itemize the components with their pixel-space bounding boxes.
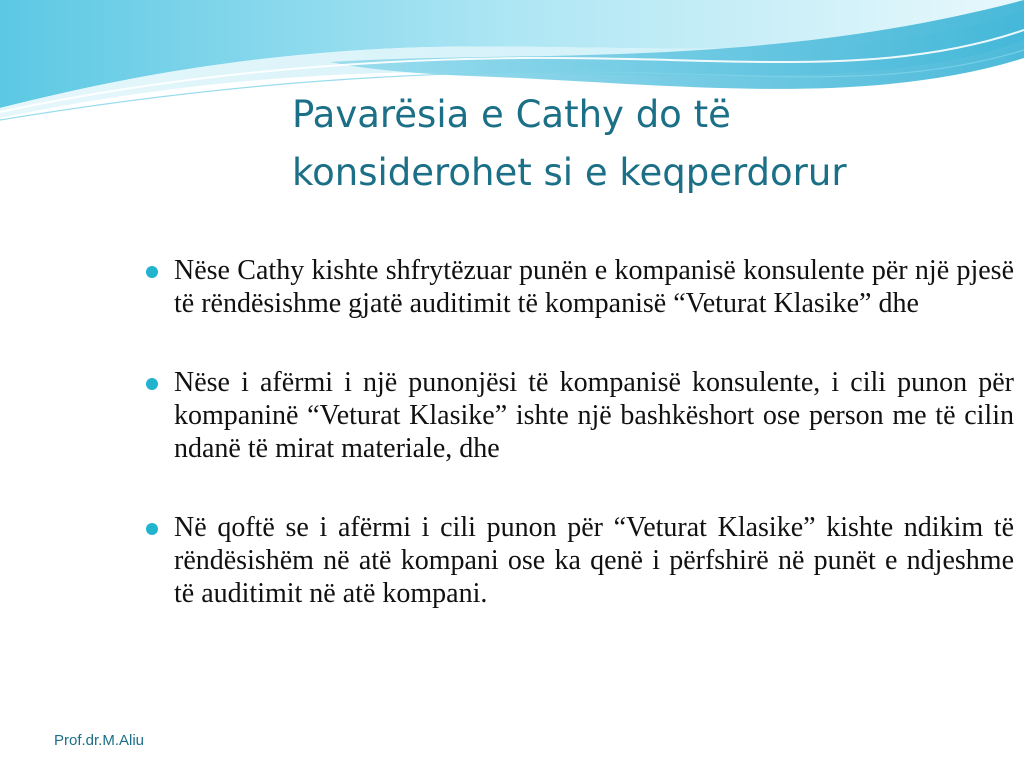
bullet-dot-icon: [146, 523, 158, 535]
bullet-text: Në qoftë se i afërmi i cili punon për “Veturat Klasike” kishte ndikim të rëndësishëm në atë kompani ose ka qenë i përfshirë në punët e ndjeshme të auditimit në atë kompani.: [174, 512, 1014, 609]
slide-title: [292, 86, 992, 202]
bullet-item: [144, 254, 1014, 320]
bullet-list: [144, 254, 1014, 610]
bullet-text: Nëse Cathy kishte shfrytëzuar punën e kompanisë konsulente për një pjesë të rëndësishme gjatë auditimit të kompanisë “Veturat Klasike” dhe: [174, 255, 1014, 319]
bullet-item: [144, 366, 1014, 465]
bullet-item: [144, 511, 1014, 610]
bullet-text: Nëse i afërmi i një punonjësi të kompanisë konsulente, i cili punon për kompaninë “Veturat Klasike” ishte një bashkëshort ose person me të cilin ndanë të mirat materiale, dhe: [174, 367, 1014, 464]
slide-title-line-1: Pavarësia e Cathy do të: [292, 93, 731, 136]
bullet-dot-icon: [146, 266, 158, 278]
footer-author: Prof.dr.M.Aliu: [54, 732, 145, 749]
bullet-dot-icon: [146, 378, 158, 390]
slide-title-line-2: konsiderohet si e keqperdorur: [292, 151, 847, 194]
